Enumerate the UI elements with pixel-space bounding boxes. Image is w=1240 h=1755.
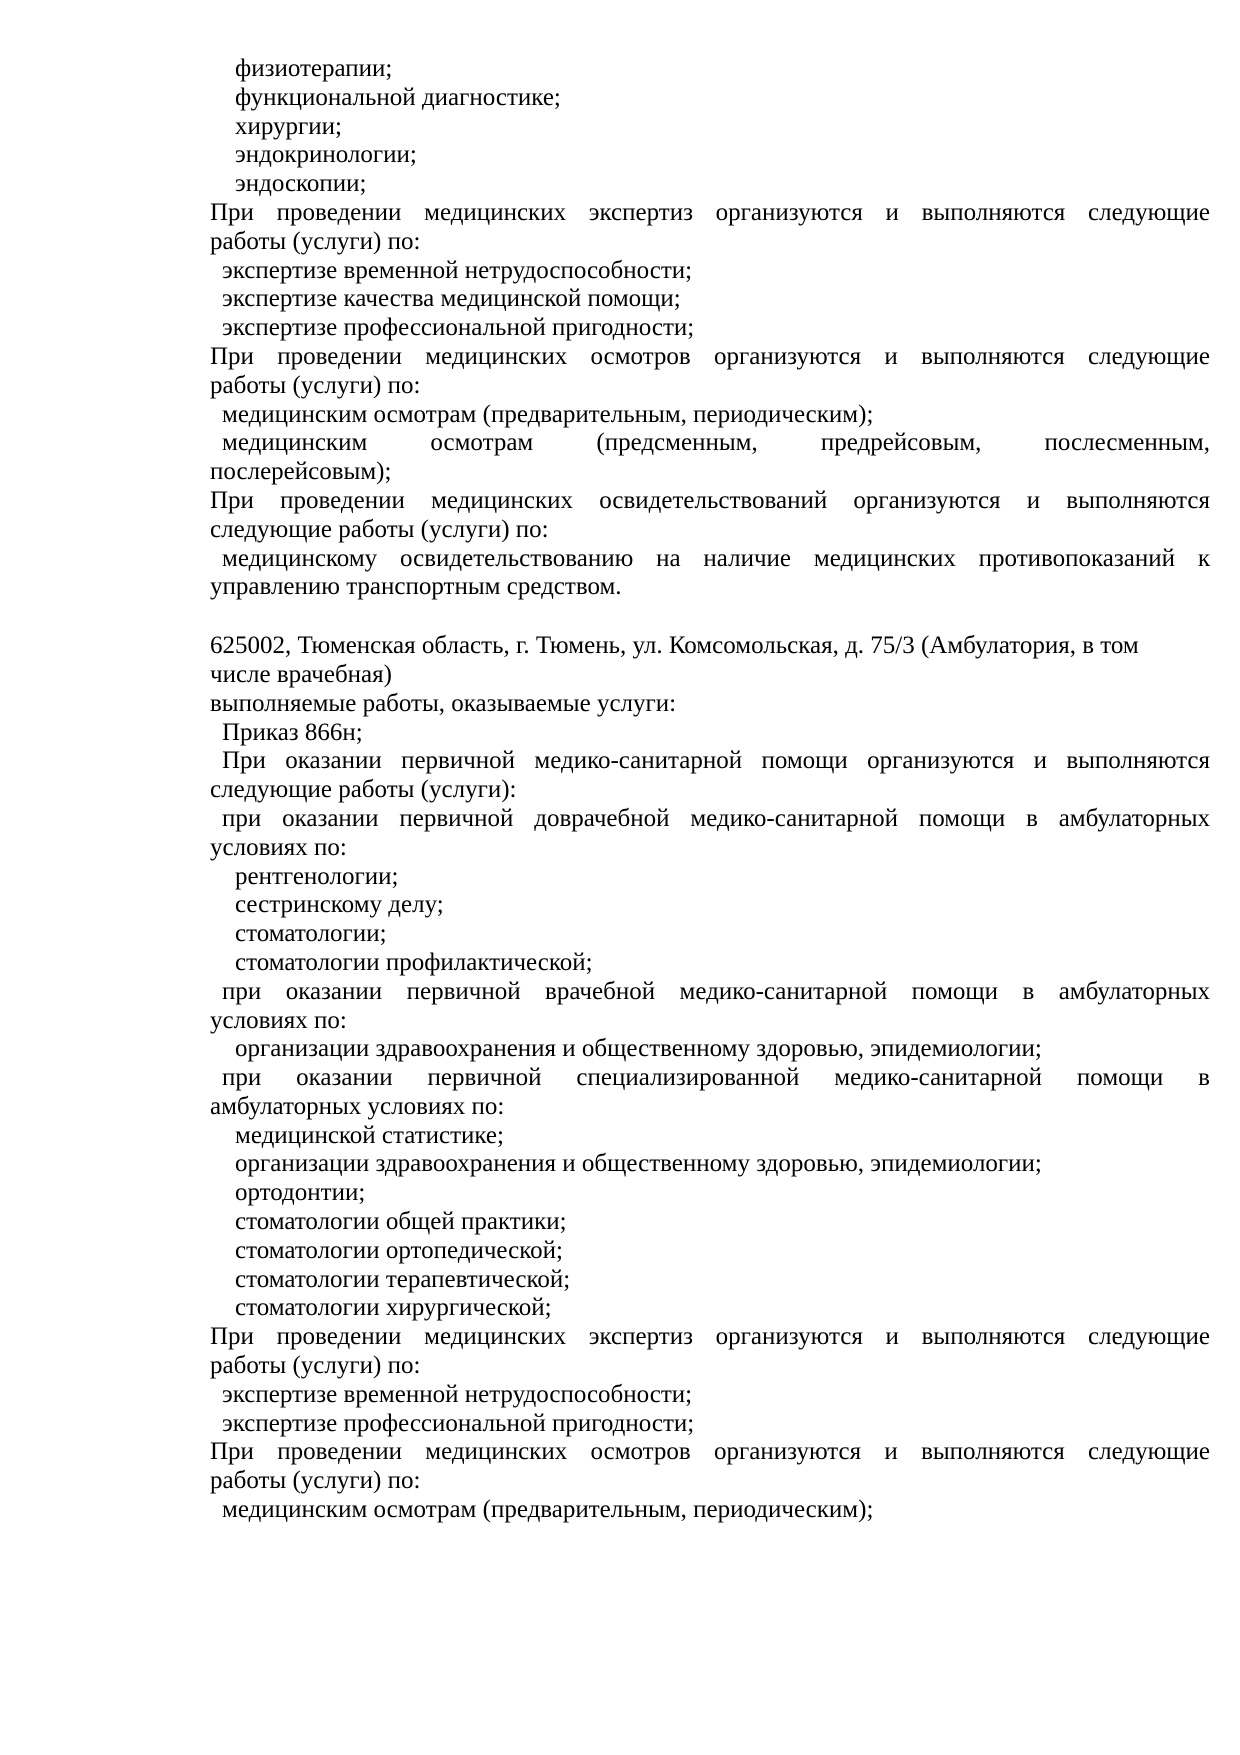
document-text-line: рентгенологии;	[235, 862, 399, 890]
document-text-line: 625002, Тюменская область, г. Тюмень, ул. Комсомольская, д. 75/3 (Амбулатория, в том	[210, 632, 1139, 660]
document-text-line: медицинским осмотрам (предварительным, периодическим);	[222, 1496, 874, 1524]
document-text-line: При проведении медицинских осмотров организуются и выполняются следующие	[210, 1438, 1210, 1466]
document-text-line: Приказ 866н;	[222, 718, 363, 746]
document-text-line: работы (услуги) по:	[210, 227, 421, 255]
document-text-line: медицинской статистике;	[235, 1121, 504, 1149]
document-text-line: физиотерапии;	[235, 55, 393, 82]
document-text-line: экспертизе качества медицинской помощи;	[222, 285, 681, 313]
document-text-line: экспертизе профессиональной пригодности;	[222, 314, 695, 342]
document-text-line: хирургии;	[235, 112, 343, 140]
document-text-line: работы (услуги) по:	[210, 1352, 421, 1380]
document-text-line: при оказании первичной специализированной медико-санитарной помощи в	[222, 1064, 1210, 1092]
document-text-line: При оказании первичной медико-санитарной помощи организуются и выполняются	[222, 747, 1210, 775]
document-text-line: организации здравоохранения и общественному здоровью, эпидемиологии;	[235, 1035, 1042, 1063]
document-text-line: экспертизе профессиональной пригодности;	[222, 1409, 695, 1437]
document-text-line: медицинскому освидетельствованию на наличие медицинских противопоказаний к	[222, 544, 1210, 572]
document-text-line: стоматологии общей практики;	[235, 1208, 567, 1236]
document-text-line: При проведении медицинских освидетельствований организуются и выполняются	[210, 486, 1210, 514]
document-text-line: сестринскому делу;	[235, 891, 444, 919]
document-text-line: числе врачебная)	[210, 660, 392, 688]
document-text-line: амбулаторных условиях по:	[210, 1092, 505, 1120]
document-text-line: эндоскопии;	[235, 170, 367, 198]
document-text-line: условиях по:	[210, 1006, 347, 1034]
document-text-line: функциональной диагностике;	[235, 83, 561, 111]
document-text-line: стоматологии терапевтической;	[235, 1265, 571, 1293]
document-text-line: медицинским осмотрам (предсменным, предрейсовым, послесменным,	[222, 429, 1210, 457]
document-text-line: при оказании первичной доврачебной медико-санитарной помощи в амбулаторных	[222, 804, 1210, 832]
document-text-line: управлению транспортным средством.	[210, 573, 622, 601]
document-text-line: экспертизе временной нетрудоспособности;	[222, 256, 693, 284]
document-text-line: ортодонтии;	[235, 1179, 366, 1207]
document-text-line: послерейсовым);	[210, 458, 392, 486]
document-text-line: условиях по:	[210, 833, 347, 861]
document-text-line: работы (услуги) по:	[210, 371, 421, 399]
document-text-line: При проведении медицинских экспертиз организуются и выполняются следующие	[210, 1323, 1210, 1351]
document-text-line: экспертизе временной нетрудоспособности;	[222, 1380, 693, 1408]
document-text-line: при оказании первичной врачебной медико-санитарной помощи в амбулаторных	[222, 977, 1210, 1005]
document-text-line: эндокринологии;	[235, 141, 417, 169]
document-text-line: При проведении медицинских экспертиз организуются и выполняются следующие	[210, 198, 1210, 226]
document-text-line: стоматологии;	[235, 920, 387, 948]
document-text-line: медицинским осмотрам (предварительным, периодическим);	[222, 400, 874, 428]
document-text-line: стоматологии ортопедической;	[235, 1236, 563, 1264]
document-text-line: выполняемые работы, оказываемые услуги:	[210, 689, 677, 717]
document-text-line: организации здравоохранения и общественному здоровью, эпидемиологии;	[235, 1150, 1042, 1178]
document-text-line: стоматологии профилактической;	[235, 948, 593, 976]
document-text-line: стоматологии хирургической;	[235, 1294, 552, 1322]
document-text-line: следующие работы (услуги) по:	[210, 515, 549, 543]
document-text-line: следующие работы (услуги):	[210, 776, 517, 804]
document-text-line: работы (услуги) по:	[210, 1467, 421, 1495]
document-text-line: При проведении медицинских осмотров организуются и выполняются следующие	[210, 342, 1210, 370]
